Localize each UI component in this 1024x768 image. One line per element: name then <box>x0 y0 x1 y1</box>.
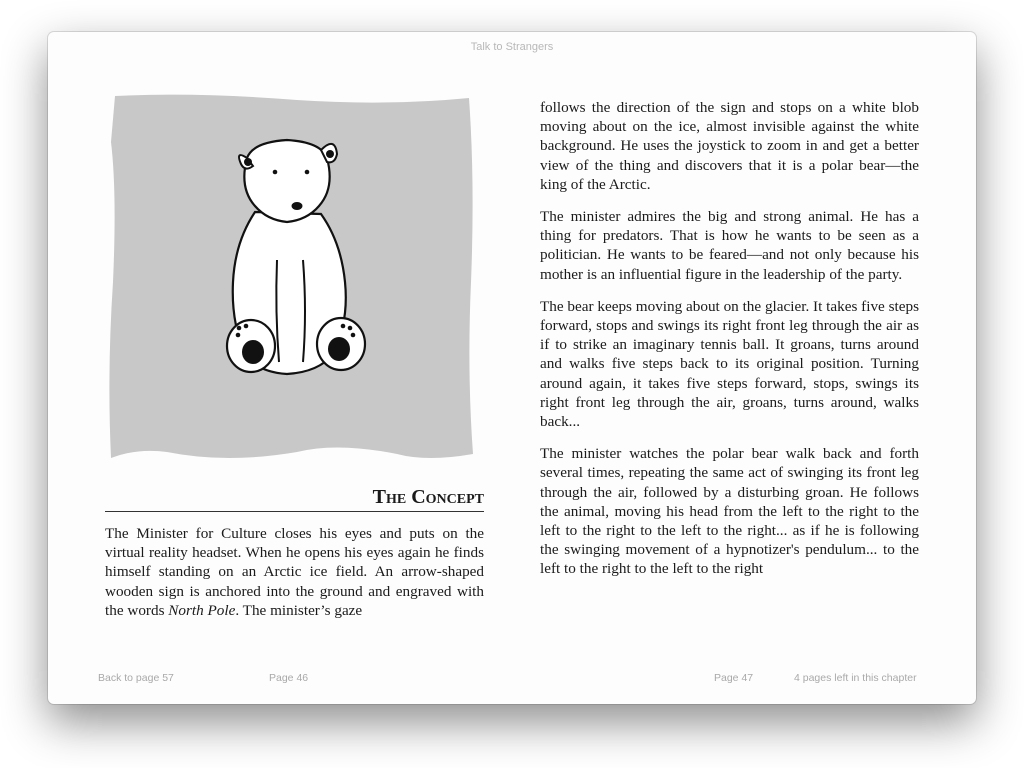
right-page-paragraph-2: The minister admires the big and strong animal. He has a thing for predators. That is how he wants to be seen as a politician. He wants to be feared—and not only because his mother is an influential figure in the leadership of the party. <box>540 208 919 283</box>
pages-left-indicator: 4 pages left in this chapter <box>794 672 917 684</box>
right-page-paragraph-3: The bear keeps moving about on the glacier. It takes five steps forward, stops and swings its right front leg through the air as if to strike an imaginary tennis ball. It groans, turns around and walks five steps back to its original position. Turning around again, it takes five steps forward, stops, swings its right front leg through the air, groans, turns around, walks back... <box>540 297 919 431</box>
right-page-number: Page 47 <box>714 672 754 684</box>
back-to-page-link[interactable]: Back to page 57 <box>98 672 174 684</box>
paragraph-text-start: The Minister for Culture closes his eyes and puts on the virtual reality headset. When he opens his eyes again he finds himself standing on an Arctic ice field. An arrow-shaped wooden sign is anchored into the ground and engraved with the words <box>105 525 484 619</box>
chapter-heading: The Concept <box>105 486 484 512</box>
right-page-paragraph-1: follows the direction of the sign and stops on a white blob moving about on the ice, almost invisible against the white background. He uses the joystick to zoom in and get a better view of the thing and discovers that it is a polar bear—the king of the Arctic. <box>540 99 919 193</box>
paragraph-text-end: . The minister’s gaze <box>235 601 363 619</box>
reader-window <box>48 32 976 704</box>
left-page <box>105 92 484 633</box>
right-page-paragraph-4: The minister watches the polar bear walk back and forth several times, repeating the same act of swinging its front leg through the air, followed by a disturbing groan. He follows the animal, moving his head from the left to the right to the left to the right to the left to the right... as if he is following the swinging movement of a hypnotizer's pendulum... to the left to the right to the left to the right <box>540 445 919 578</box>
left-page-number: Page 46 <box>269 672 309 684</box>
window-title: Talk to Strangers <box>470 41 554 53</box>
left-page-paragraph <box>105 524 484 620</box>
paragraph-emphasis: North Pole <box>168 601 236 619</box>
right-page <box>540 98 919 592</box>
polar-bear-illustration-icon <box>107 92 477 466</box>
